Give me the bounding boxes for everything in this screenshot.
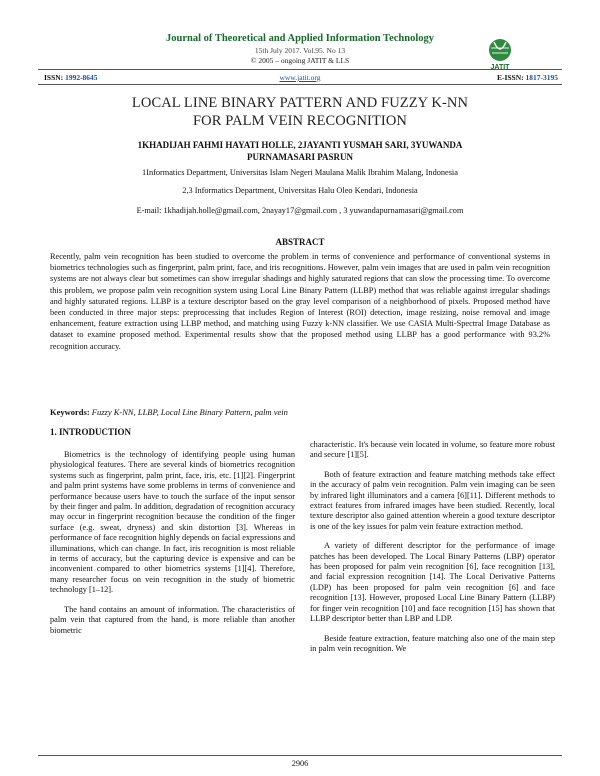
paragraph: Biometrics is the technology of identifying people using human physiological features. There are several kinds of biometrics recognition systems such as fingerprint, palm print, face, iris, etc. [1][2]. Fingerprint and palm print systems have some problems in terms of convenience and performance because users have to touch the surface of the input sensor by their finger and palm. In addition, degradation of recognition accuracy may occur in fingerprint recognition because the condition of the finger surface (e.g. sweat, dryness) and skin distortion [3]. Whereas in performance of face recognition highly depends on facial expressions and illuminations, which can change. In fact, iris recognition is most reliable in terms of accuracy, but the capturing device is expensive and can be inconvenient compared to other biometrics systems [1][4]. Therefore, many researcher focus on vein recognition in the study of biometric technology [1–12]. bbox=[50, 450, 295, 595]
header-rule-top bbox=[38, 69, 562, 70]
left-column bbox=[50, 450, 295, 645]
page-number: 2906 bbox=[291, 759, 309, 768]
section-heading-introduction: 1. INTRODUCTION bbox=[50, 427, 132, 437]
affiliation-1: 1Informatics Department, Universitas Islam Negeri Maulana Malik Ibrahim Malang, Indonesia bbox=[142, 168, 458, 177]
website-link[interactable]: www.jatit.org bbox=[279, 73, 321, 82]
paragraph: characteristic. It's because vein located in volume, so feature more robust and secure [1][5]. bbox=[310, 440, 555, 460]
eissn bbox=[497, 73, 558, 82]
issn-value: 1992-8645 bbox=[65, 73, 98, 82]
keywords-text: Fuzzy K-NN, LLBP, Local Line Binary Pattern, palm vein bbox=[91, 407, 288, 417]
keywords bbox=[50, 407, 550, 417]
author-emails: E-mail: 1khadijah.holle@gmail.com, 2nayay17@gmail.com , 3 yuwandapurnamasari@gmail.com bbox=[136, 206, 464, 215]
authors-line2: PURNAMASARI PASRUN bbox=[246, 152, 354, 162]
paragraph: Both of feature extraction and feature matching methods take effect in the accuracy of palm vein recognition. Palm vein imaging can be seen by infrared light illuminators and a camera [6][11]. Different methods to extract features from infrared images have been studied. Recently, local texture descriptor also gained attention wherein a good texture descriptor is one of the key issues for palm vein feature extraction method. bbox=[310, 469, 555, 531]
right-column bbox=[310, 440, 555, 663]
header-rule-bottom bbox=[38, 84, 562, 85]
authors-line1: 1KHADIJAH FAHMI HAYATI HOLLE, 2JAYANTI YUSMAH SARI, 3YUWANDA bbox=[137, 140, 463, 150]
jatit-logo-icon bbox=[482, 36, 518, 72]
paragraph: Beside feature extraction, feature matching also one of the main step in palm vein recognition. We bbox=[310, 633, 555, 653]
paper-title bbox=[60, 94, 540, 130]
keywords-label: Keywords: bbox=[50, 407, 90, 417]
eissn-label: E-ISSN: bbox=[496, 73, 526, 82]
abstract-heading: ABSTRACT bbox=[275, 237, 325, 247]
journal-copyright: © 2005 – ongoing JATIT & LLS bbox=[250, 56, 350, 65]
footer-rule bbox=[38, 755, 562, 756]
paper-title-line1: LOCAL LINE BINARY PATTERN AND FUZZY K-NN bbox=[131, 95, 469, 111]
paragraph: The hand contains an amount of information. The characteristics of palm vein that captured from the hand, is more reliable than another biometric bbox=[50, 604, 295, 635]
paper-title-line2: FOR PALM VEIN RECOGNITION bbox=[193, 113, 407, 129]
affiliation-2: 2,3 Informatics Department, Universitas Halu Oleo Kendari, Indonesia bbox=[182, 186, 418, 195]
paragraph: A variety of different descriptor for the performance of image patches has been developed. The Local Binary Patterns (LBP) operator has been proposed for palm vein recognition [6], face recognition [13], and facial expression recognition [14]. The Local Derivative Patterns (LDP) has been proposed for palm vein recognition [6] and face recognition [13]. However, proposed Local Line Binary Pattern (LLBP) for finger vein recognition [10] and face recognition [15] has shown that LLBP descriptor better than LBP and LDP. bbox=[310, 541, 555, 624]
issn-label: ISSN: bbox=[44, 73, 66, 82]
authors bbox=[60, 139, 540, 163]
eissn-value: 1817-3195 bbox=[525, 73, 558, 82]
journal-title: Journal of Theoretical and Applied Information Technology bbox=[166, 33, 434, 44]
logo-text: JATIT bbox=[490, 64, 510, 71]
abstract-text: Recently, palm vein recognition has been studied to overcome the problem in terms of convenience and performance of conventional systems in biometrics technologies such as fingerprint, palm print, face, and iris recognitions. However, palm vein images that are used in palm vein recognition systems are not always clear but sometimes can show irregular shadings and highly saturated regions that can slow the processing time. To overcome this problem, we propose palm vein recognition system using Local Line Binary Pattern (LLBP) method that was reliable against irregular shadings and highly saturated regions. LLBP is a texture descriptor based on the gray level comparison of a neighborhood of pixels. Proposed method have been conducted in three major steps: preprocessing that includes Region of Interest (ROI) detection, image resizing, noise removal and image enhancement, feature extraction using LLBP method, and matching using Fuzzy k-NN classifier. We use CASIA Multi-Spectral Image Database as dataset to examine proposed method. Experimental results show that the proposed method using LLBP has a good performance with 93.2% recognition accuracy. bbox=[50, 252, 550, 351]
journal-issue: 15th July 2017. Vol.95. No 13 bbox=[254, 46, 346, 55]
